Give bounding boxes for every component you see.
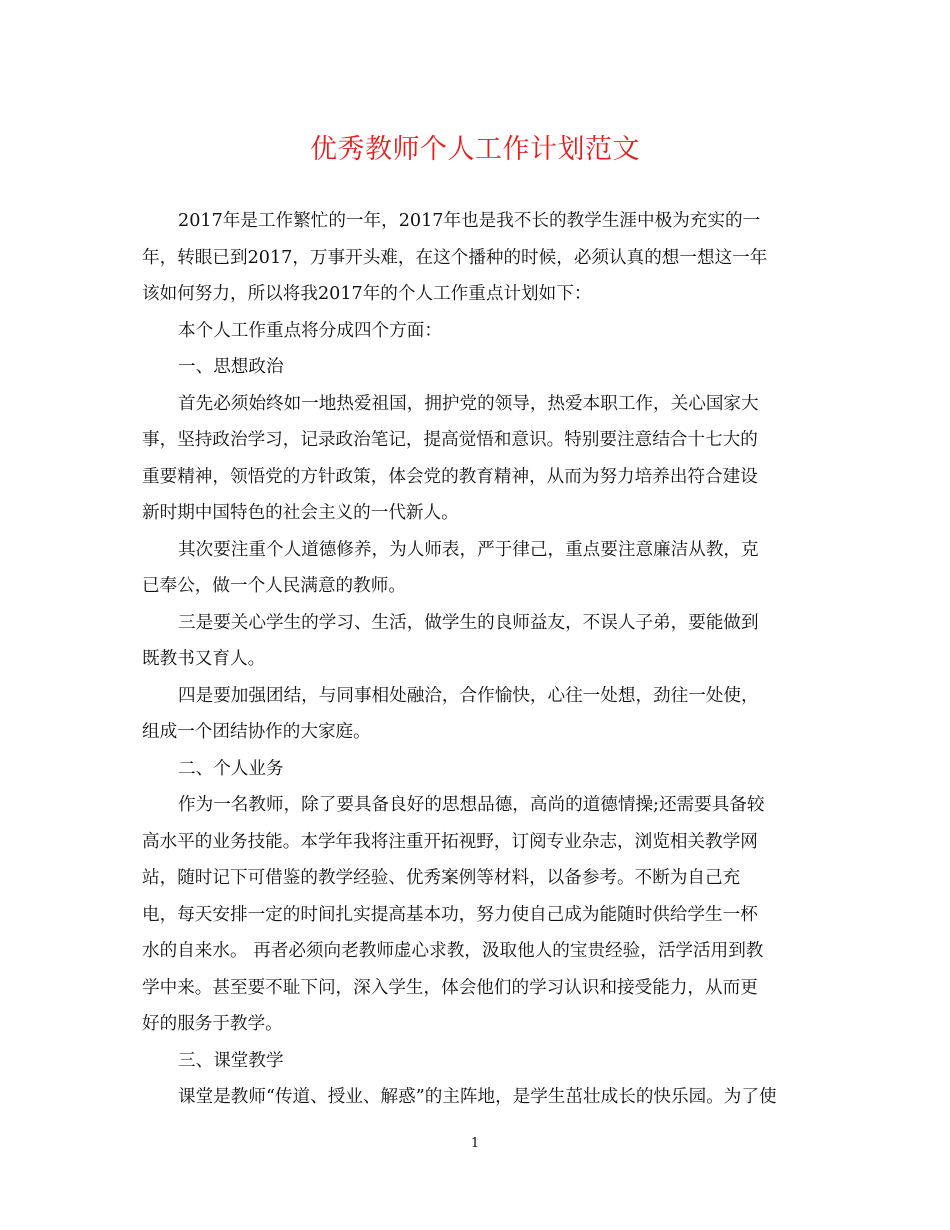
paragraph-line: 本个人工作重点将分成四个方面： [178, 320, 442, 341]
paragraph-line: 既教书又育人。 [142, 649, 266, 669]
paragraph-line: 作为一名教师，除了要具备良好的思想品德，高尚的道德情操;还需要具备较 [178, 795, 765, 815]
section-heading: 二、个人业务 [178, 758, 284, 779]
paragraph-line: 新时期中国特色的社会主义的一代新人。 [142, 503, 459, 523]
paragraph-line: 课堂是教师“传道、授业、解惑”的主阵地，是学生茁壮成长的快乐园。为了使 [178, 1087, 777, 1107]
section-heading: 三、课堂教学 [178, 1050, 284, 1071]
paragraph-line: 已奉公，做一个人民满意的教师。 [142, 576, 406, 596]
paragraph-line: 年，转眼已到2017，万事开头难，在这个播种的时候，必须认真的想一想这一年 [142, 247, 768, 268]
page-number: 1 [470, 1136, 480, 1151]
paragraph-line: 电，每天安排一定的时间扎实提高基本功，努力使自己成为能随时供给学生一杯 [142, 904, 758, 925]
paragraph-line: 站，随时记下可借鉴的教学经验、优秀案例等材料，以备参考。不断为自己充 [142, 868, 741, 888]
paragraph-line: 该如何努力，所以将我2017年的个人工作重点计划如下： [142, 284, 592, 304]
paragraph-line: 好的服务于教学。 [142, 1014, 283, 1034]
paragraph-line: 2017年是工作繁忙的一年，2017年也是我不长的教学生涯中极为充实的一 [178, 211, 761, 231]
paragraph-line: 组成一个团结协作的大家庭。 [142, 722, 371, 742]
paragraph-line: 其次要注重个人道德修养，为人师表，严于律己，重点要注意廉洁从教，克 [178, 539, 759, 560]
paragraph-line: 高水平的业务技能。本学年我将注重开拓视野，订阅专业杂志，浏览相关教学网 [142, 831, 758, 852]
paragraph-line: 首先必须始终如一地热爱祖国，拥护党的领导，热爱本职工作，关心国家大 [178, 393, 759, 414]
paragraph-line: 三是要关心学生的学习、生活，做学生的良师益友，不误人子弟，要能做到 [178, 612, 759, 633]
paragraph-line: 水的自来水。 再者必须向老教师虚心求教，汲取他人的宝贵经验，活学活用到教 [142, 941, 764, 961]
document-body [142, 203, 812, 1116]
section-heading: 一、思想政治 [178, 357, 284, 377]
paragraph-line: 重要精神，领悟党的方针政策，体会党的教育精神，从而为努力培养出符合建设 [142, 466, 758, 487]
document-title: 优秀教师个人工作计划范文 [310, 134, 640, 165]
paragraph-line: 学中来。甚至要不耻下问，深入学生，体会他们的学习认识和接受能力，从而更 [142, 977, 758, 998]
paragraph-line: 四是要加强团结，与同事相处融洽，合作愉快，心往一处想，劲往一处使， [178, 685, 759, 706]
paragraph-line: 事，坚持政治学习，记录政治笔记，提高觉悟和意识。特别要注意结合十七大的 [142, 430, 758, 450]
